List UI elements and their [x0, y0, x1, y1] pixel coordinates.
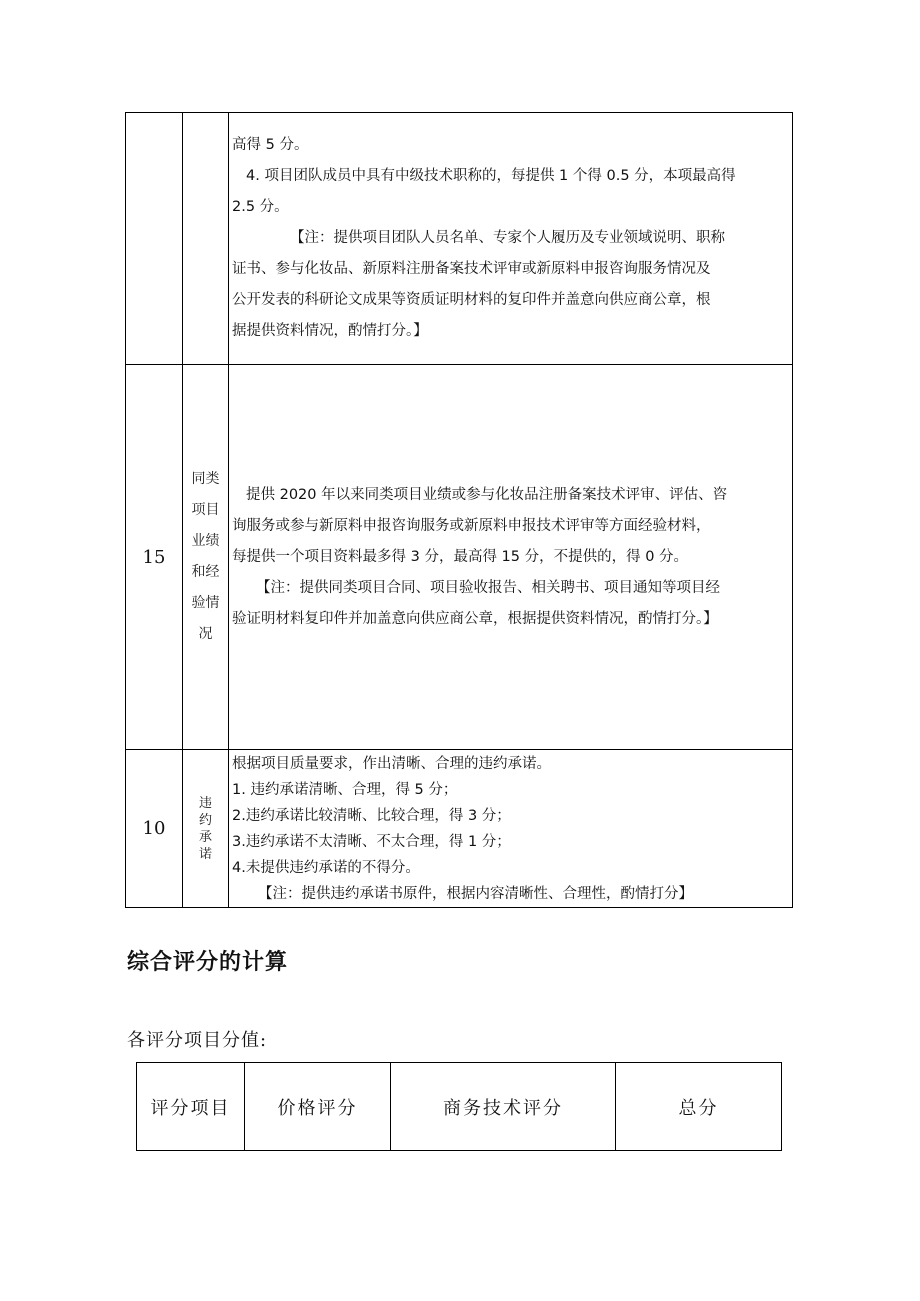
item-label-line: 项目 — [191, 502, 220, 518]
table-row — [126, 750, 793, 908]
item-label-line: 约 — [198, 812, 212, 828]
subtitle: 各评分项目分值: — [127, 1030, 268, 1051]
scoring-table — [125, 112, 793, 908]
item-label-line: 承 — [198, 829, 212, 845]
item-label-line: 同类 — [191, 471, 220, 487]
desc-line: 根据项目质量要求，作出清晰、合理的违约承诺。 — [232, 755, 551, 772]
table-row — [126, 113, 793, 365]
desc-line: 1. 违约承诺清晰、合理，得 5 分； — [232, 781, 458, 798]
score-cell — [126, 113, 183, 365]
desc-line: 【注：提供项目团队人员名单、专家个人履历及专业领域说明、职称 — [290, 230, 725, 246]
item-label-line: 业绩 — [191, 533, 220, 549]
description-cell — [229, 113, 793, 365]
item-cell — [183, 365, 229, 750]
desc-line: 4. 项目团队成员中具有中级技术职称的，每提供 1 个得 0.5 分，本项最高得 — [246, 168, 736, 184]
item-label-line: 况 — [198, 626, 213, 642]
description-cell — [229, 365, 793, 750]
item-cell — [183, 750, 229, 908]
desc-line: 3.违约承诺不太清晰、不太合理，得 1 分； — [232, 833, 511, 850]
desc-line: 2.5 分。 — [232, 199, 289, 215]
item-label-line: 和经 — [191, 564, 220, 580]
desc-line: 高得 5 分。 — [232, 137, 309, 153]
desc-line: 提供 2020 年以来同类项目业绩或参与化妆品注册备案技术评审、评估、咨 — [246, 486, 728, 503]
desc-line: 4.未提供违约承诺的不得分。 — [232, 859, 420, 876]
desc-line: 【注：提供同类项目合同、项目验收报告、相关聘书、项目通知等项目经 — [256, 579, 720, 596]
header-cell: 总分 — [616, 1063, 782, 1151]
item-label-line: 违 — [198, 795, 212, 811]
score-cell: 15 — [126, 365, 183, 750]
desc-line: 每提供一个项目资料最多得 3 分，最高得 15 分，不提供的，得 0 分。 — [232, 548, 689, 565]
description-cell — [229, 750, 793, 908]
desc-line: 公开发表的科研论文成果等资质证明材料的复印件并盖意向供应商公章，根 — [232, 292, 711, 308]
desc-line: 【注：提供违约承诺书原件，根据内容清晰性、合理性，酌情打分】 — [258, 885, 693, 902]
score-summary-table — [136, 1062, 782, 1151]
desc-line: 询服务或参与新原料申报咨询服务或新原料申报技术评审等方面经验材料， — [232, 517, 711, 534]
section-title: 综合评分的计算 — [127, 950, 289, 975]
desc-line: 2.违约承诺比较清晰、比较合理，得 3 分； — [232, 807, 511, 824]
table-row — [137, 1063, 782, 1151]
table-row — [126, 365, 793, 750]
desc-line: 验证明材料复印件并加盖意向供应商公章，根据提供资料情况，酌情打分。】 — [232, 610, 718, 627]
item-label-line: 验情 — [191, 595, 220, 611]
desc-line: 证书、参与化妆品、新原料注册备案技术评审或新原料申报咨询服务情况及 — [232, 261, 711, 277]
item-cell — [183, 113, 229, 365]
header-cell: 价格评分 — [245, 1063, 391, 1151]
score-cell: 10 — [126, 750, 183, 908]
header-cell: 评分项目 — [137, 1063, 245, 1151]
header-cell: 商务技术评分 — [391, 1063, 616, 1151]
item-label-line: 诺 — [198, 846, 212, 862]
desc-line: 据提供资料情况，酌情打分。】 — [232, 323, 428, 339]
